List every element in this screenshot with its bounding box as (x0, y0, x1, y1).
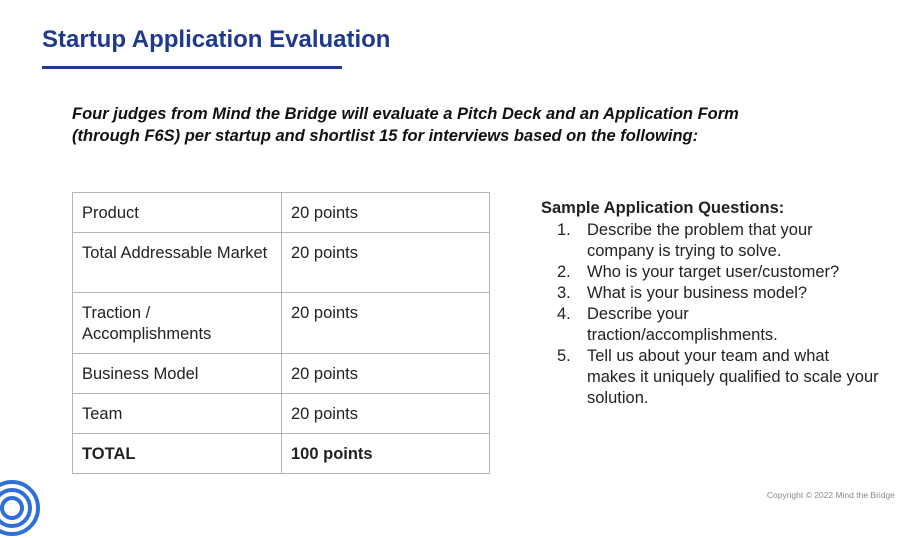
table-row (73, 193, 490, 233)
questions-heading: Sample Application Questions: (541, 199, 785, 217)
list-item (541, 220, 881, 262)
question-text: Describe your traction/accomplishments. (587, 305, 778, 344)
criteria-table (72, 192, 490, 474)
table-row (73, 233, 490, 293)
criterion-points: 20 points (282, 354, 490, 394)
table-row (73, 293, 490, 354)
question-text: Who is your target user/customer? (587, 263, 840, 281)
intro-text: Four judges from Mind the Bridge will evaluate a Pitch Deck and an Application Form (through F6S) per startup and shortlist 15 for interviews based on the following: (72, 105, 739, 145)
criterion-name: Product (73, 193, 282, 233)
copyright-text: Copyright © 2022 Mind the Bridge (766, 490, 895, 500)
question-number: 1. (557, 221, 571, 239)
total-points: 100 points (282, 434, 490, 474)
list-item (541, 262, 881, 283)
sample-questions (541, 198, 881, 409)
list-item (541, 283, 881, 304)
question-number: 5. (557, 347, 571, 365)
criterion-name: Total Addressable Market (73, 233, 282, 293)
question-text: Describe the problem that your company is trying to solve. (587, 221, 813, 260)
question-number: 2. (557, 263, 571, 281)
question-number: 3. (557, 284, 571, 302)
question-text: What is your business model? (587, 284, 808, 302)
list-item (541, 346, 881, 409)
total-row (73, 434, 490, 474)
criterion-name: Traction / Accomplishments (73, 293, 282, 354)
slide-title: Startup Application Evaluation (42, 26, 391, 53)
criterion-points: 20 points (282, 293, 490, 354)
criterion-points: 20 points (282, 233, 490, 293)
list-item (541, 304, 881, 346)
criterion-points: 20 points (282, 193, 490, 233)
criterion-name: Business Model (73, 354, 282, 394)
table-row (73, 394, 490, 434)
table-row (73, 354, 490, 394)
question-number: 4. (557, 305, 571, 323)
total-label: TOTAL (73, 434, 282, 474)
question-text: Tell us about your team and what makes it uniquely qualified to scale your solution. (587, 347, 879, 407)
title-underline (42, 66, 342, 69)
criterion-points: 20 points (282, 394, 490, 434)
concentric-arcs-logo-icon (0, 478, 42, 538)
questions-list (541, 220, 881, 409)
criterion-name: Team (73, 394, 282, 434)
